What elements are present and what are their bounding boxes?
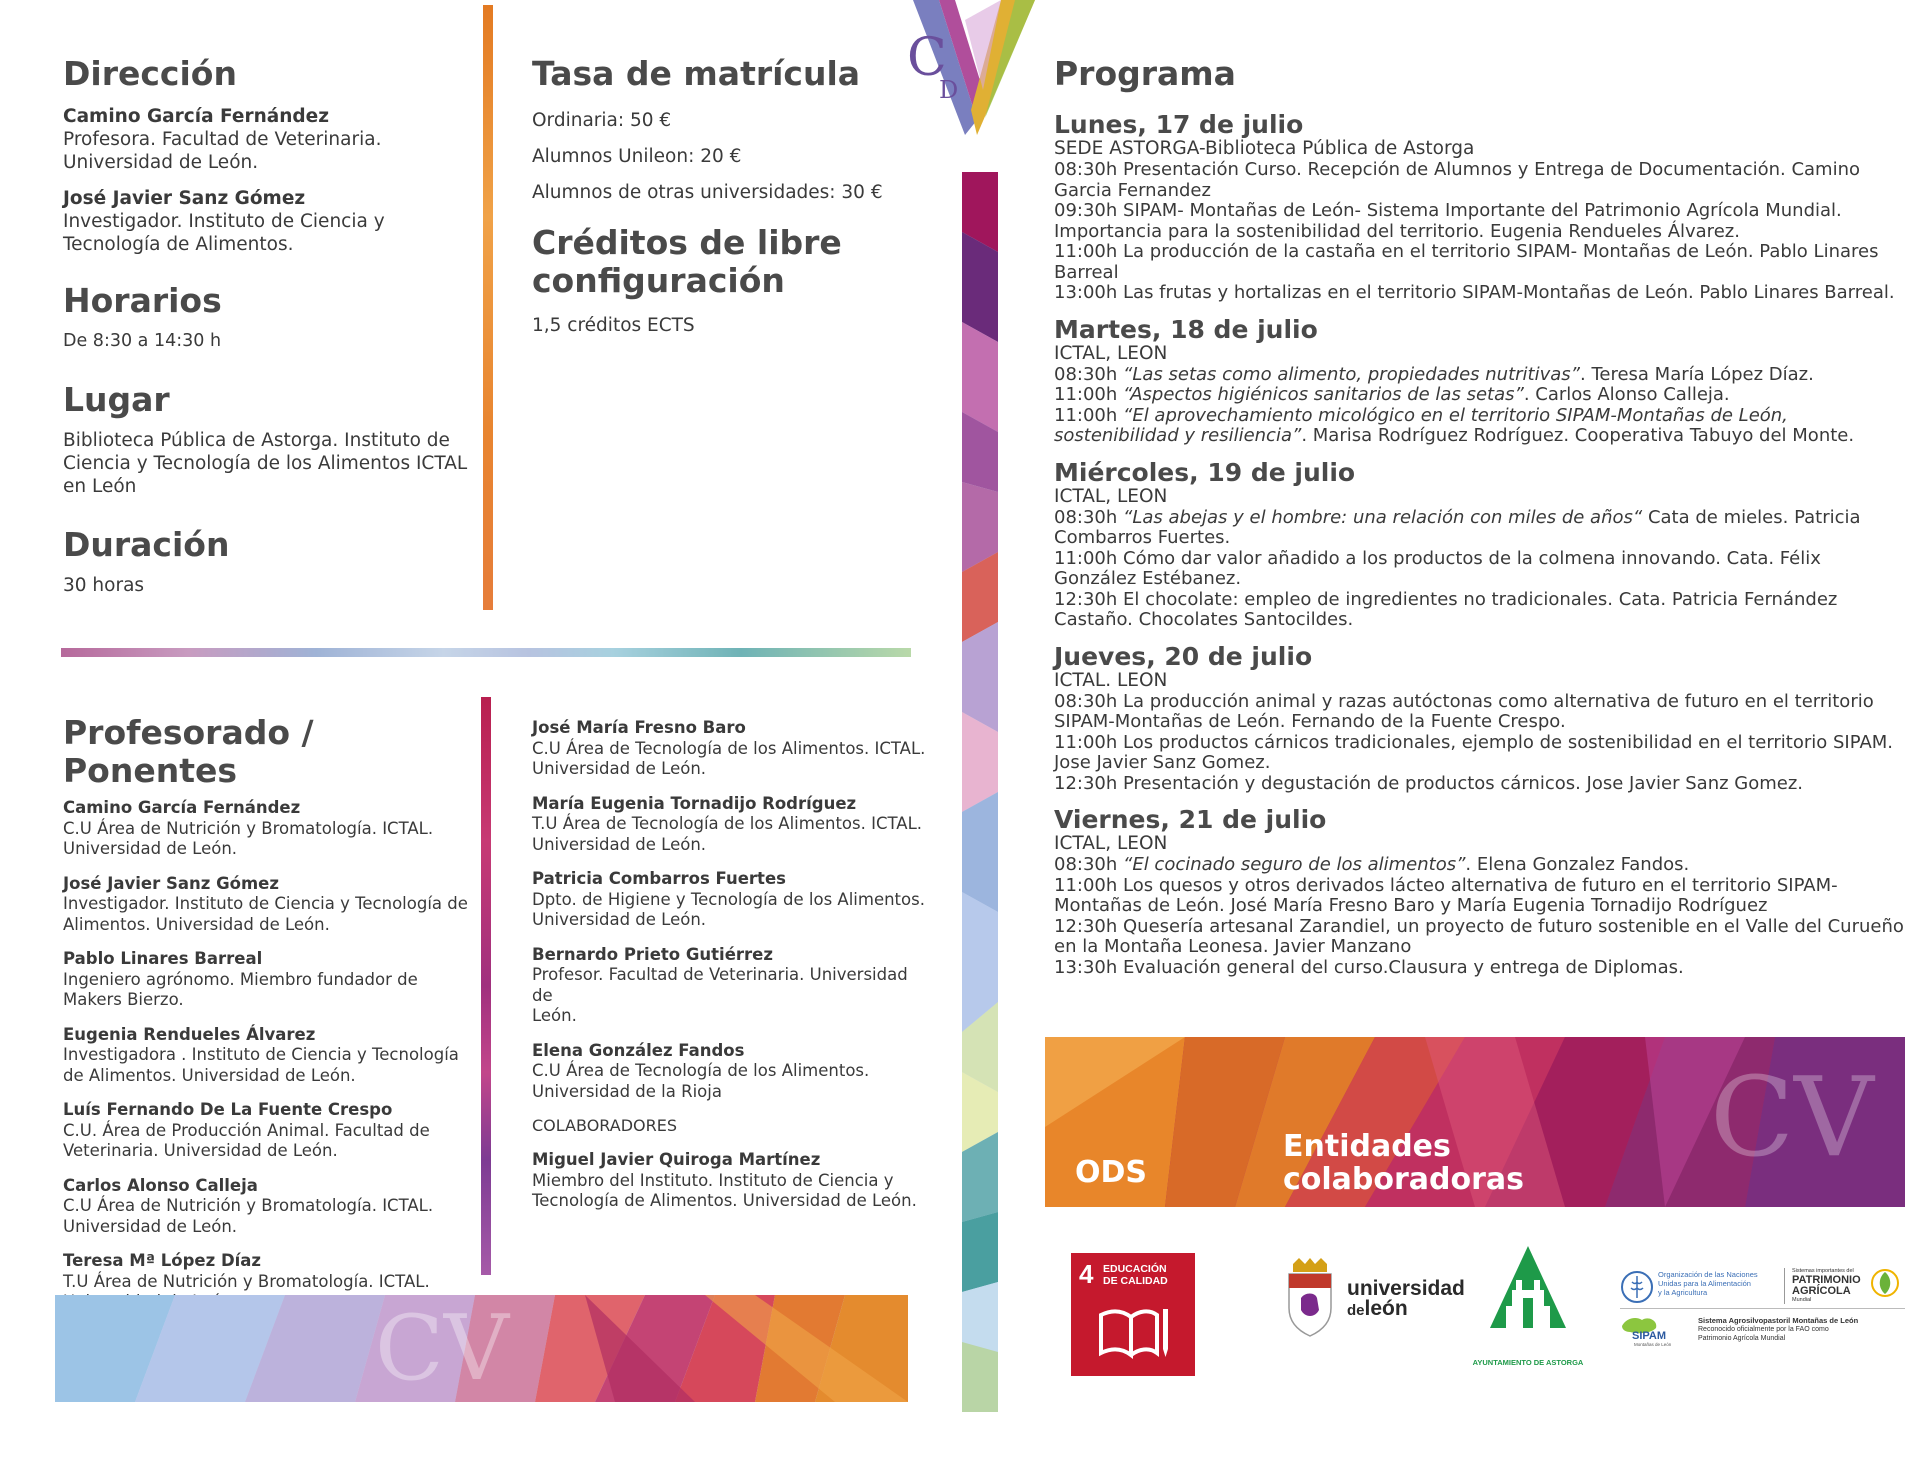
- entidades-line: colaboradoras: [1283, 1162, 1525, 1197]
- program-event: [1054, 201, 1904, 242]
- person-role: Veterinaria. Universidad de León.: [63, 1141, 338, 1160]
- program-event-title: “Las abejas y el hombre: una relación con miles de años“: [1123, 506, 1643, 528]
- program-event-time: 08:30h: [1054, 690, 1118, 712]
- program-event-text: Evaluación general del curso.Clausura y entrega de Diplomas.: [1123, 956, 1684, 978]
- monogram-c: C: [1710, 1053, 1795, 1181]
- person-name: Elena González Fandos: [532, 1040, 745, 1060]
- person-role: Investigador. Instituto de Ciencia y: [63, 211, 385, 232]
- tasa-item: Alumnos Unileon: 20 €: [532, 146, 742, 167]
- program-event-time: 13:00h: [1054, 282, 1118, 303]
- duracion-section: [63, 526, 463, 597]
- program-event: [1054, 242, 1904, 283]
- profesorado-col1: [63, 798, 483, 1313]
- fao-divider: [1784, 1268, 1785, 1304]
- lugar-text: [63, 429, 473, 498]
- coat-of-arms-icon: [1285, 1258, 1335, 1338]
- program-event-title: “El aprovechamiento micológico en el territorio SIPAM-Montañas de León, sostenibilidad y resiliencia”: [1054, 404, 1788, 446]
- sipam-label: SIPAM: [1632, 1330, 1667, 1342]
- fao-text: [1658, 1270, 1758, 1297]
- ule-leon: león: [1364, 1297, 1408, 1320]
- giahs-line1: PATRIMONIO: [1792, 1274, 1861, 1286]
- cdv-logo-c: C: [907, 28, 947, 88]
- person-name: Camino García Fernández: [63, 798, 301, 817]
- creditos-title: [532, 224, 932, 300]
- program-event-time: 11:00h: [1054, 547, 1118, 569]
- program-event-text: . Carlos Alonso Calleja.: [1523, 384, 1730, 405]
- cdv-logo-d: D: [939, 76, 959, 104]
- program-event-time: 12:30h: [1054, 915, 1118, 937]
- person-role: Investigadora . Instituto de Ciencia y Tecnología: [63, 1045, 459, 1064]
- giahs-leaf-icon: [1870, 1268, 1900, 1298]
- person-role: T.U Área de Nutrición y Bromatología. ICTAL.: [63, 1271, 430, 1291]
- giahs-line3: Mundial: [1792, 1297, 1812, 1303]
- creditos-text: 1,5 créditos ECTS: [532, 315, 695, 336]
- person-role: T.U Área de Tecnología de los Alimentos. ICTAL.: [532, 814, 923, 833]
- person-entry: [532, 1041, 932, 1103]
- person-role: Profesora. Facultad de Veterinaria.: [63, 129, 382, 150]
- person-name: José Javier Sanz Gómez: [63, 188, 306, 209]
- program-event: [1054, 958, 1904, 979]
- person-entry: [63, 187, 463, 256]
- program-event-time: 11:00h: [1054, 384, 1118, 405]
- program-event-text: . Teresa María López Díaz.: [1580, 363, 1814, 385]
- program-event-time: 12:30h: [1054, 588, 1118, 610]
- program-event: [1054, 590, 1904, 631]
- person-name: Eugenia Rendueles Álvarez: [63, 1024, 316, 1044]
- person-name: Carlos Alonso Calleja: [63, 1175, 258, 1195]
- program-event-time: 08:30h: [1054, 506, 1118, 528]
- program-event-text: SIPAM- Montañas de León- Sistema Importante del Patrimonio Agrícola Mundial. Importancia para la sostenibilidad del territorio. Eugenia Rendueles Álvarez.: [1054, 200, 1842, 242]
- divider-bar-orange: [483, 5, 493, 610]
- program-day-venue: SEDE ASTORGA-Biblioteca Pública de Astorga: [1054, 138, 1475, 159]
- program-event-time: 12:30h: [1054, 772, 1118, 794]
- direccion-title: Dirección: [63, 54, 237, 93]
- program-event-title: “Las setas como alimento, propiedades nutritivas”: [1123, 363, 1580, 385]
- fao-sipam-divider: [1620, 1308, 1905, 1309]
- lugar-title: Lugar: [63, 380, 170, 419]
- fao-emblem-icon: [1620, 1270, 1654, 1304]
- tasa-item: Alumnos de otras universidades: 30 €: [532, 182, 883, 203]
- sipam-text: [1698, 1316, 1858, 1343]
- fao-line: Organización de las Naciones: [1658, 1270, 1758, 1279]
- giahs-text: [1792, 1268, 1861, 1304]
- program-event: [1054, 855, 1904, 876]
- program-event-text: Cómo dar valor añadido a los productos de la colmena innovando. Cata. Félix González Estébanez.: [1054, 547, 1821, 589]
- program-day-title: Lunes, 17 de julio: [1054, 110, 1304, 139]
- ods-label: ODS: [1075, 1155, 1148, 1190]
- program-event-title: “El cocinado seguro de los alimentos”: [1123, 854, 1466, 875]
- sdg4-logo: [1071, 1253, 1195, 1376]
- ule-name-line1: universidad: [1347, 1277, 1465, 1300]
- person-role: Dpto. de Higiene y Tecnología de los Alimentos.: [532, 889, 925, 909]
- person-role: Universidad de León.: [532, 910, 707, 929]
- person-name: Bernardo Prieto Gutiérrez: [532, 944, 773, 964]
- colaboradores-label: COLABORADORES: [532, 1116, 677, 1135]
- person-role: C.U. Área de Producción Animal. Facultad de: [63, 1120, 430, 1140]
- program-day-title: Martes, 18 de julio: [1054, 314, 1318, 344]
- program-event: [1054, 385, 1904, 406]
- program-event-time: 08:30h: [1054, 363, 1118, 385]
- astorga-emblem-icon: [1490, 1246, 1566, 1334]
- program-event-time: 11:00h: [1054, 874, 1118, 896]
- profesorado-section: [63, 714, 483, 1327]
- program-event-text: Los productos cárnicos tradicionales, ejemplo de sostenibilidad en el territorio SIPAM. Jose Javier Sanz Gomez.: [1054, 731, 1894, 773]
- person-role: C.U Área de Tecnología de los Alimentos. ICTAL.: [532, 738, 926, 758]
- program-event-text: El chocolate: empleo de ingredientes no tradicionales. Cata. Patricia Fernández Castaño. Chocolates Santocildes.: [1054, 588, 1838, 630]
- person-role: Miembro del Instituto. Instituto de Ciencia y: [532, 1170, 894, 1190]
- fao-sipam-logo: [1620, 1268, 1905, 1366]
- program-event-time: 11:00h: [1054, 241, 1118, 262]
- lugar-line: Ciencia y Tecnología de los Alimentos ICTAL: [63, 453, 468, 474]
- program-day-title: Viernes, 21 de julio: [1054, 805, 1327, 834]
- giahs-line2: AGRÍCOLA: [1792, 1285, 1851, 1297]
- program-event-text: Cata de mieles. Patricia Combarros Fuertes.: [1054, 506, 1861, 548]
- person-entry: [532, 945, 932, 1027]
- sipam-sub: Montañas de León: [1634, 1342, 1672, 1347]
- person-entry: [532, 1150, 932, 1212]
- lugar-section: [63, 381, 473, 498]
- program-event: [1054, 774, 1904, 795]
- program-event-time: 09:30h: [1054, 200, 1118, 221]
- program-day: [1054, 459, 1904, 631]
- program-event-time: 13:30h: [1054, 956, 1118, 978]
- person-entry: [63, 1176, 483, 1238]
- person-entry: [63, 798, 483, 860]
- profesorado-title: Profesorado / Ponentes: [63, 713, 314, 790]
- divider-bar-magenta: [481, 697, 491, 1275]
- program-event-text: Las frutas y hortalizas en el territorio SIPAM-Montañas de León. Pablo Linares Barreal.: [1123, 282, 1895, 303]
- program-day-venue: ICTAL. LEON: [1054, 669, 1168, 691]
- person-name: José Javier Sanz Gómez: [63, 873, 279, 893]
- program-event: [1054, 160, 1904, 201]
- program-day: [1054, 111, 1904, 304]
- sdg4-number: 4: [1079, 1259, 1094, 1289]
- person-entry: [532, 794, 932, 856]
- person-role: Universidad de León.: [63, 1216, 238, 1236]
- programa-title: Programa: [1054, 54, 1236, 93]
- person-role: C.U Área de Nutrición y Bromatología. ICTAL.: [63, 1196, 434, 1215]
- fao-line: y la Agricultura: [1658, 1288, 1708, 1297]
- program-event-time: 08:30h: [1054, 159, 1118, 180]
- colaboradores-list: [532, 1150, 932, 1212]
- program-event-time: 11:00h: [1054, 731, 1118, 753]
- program-day-venue: ICTAL, LEON: [1054, 833, 1168, 854]
- direccion-section: [63, 55, 463, 269]
- tasa-item: Ordinaria: 50 €: [532, 110, 672, 131]
- stripe-polygons: [962, 172, 998, 1412]
- vertical-color-stripe: [962, 172, 998, 1412]
- person-entry: [532, 869, 932, 931]
- banner-monogram: [1710, 1042, 1874, 1192]
- program-event-text: Presentación y degustación de productos cárnicos. Jose Javier Sanz Gomez.: [1123, 772, 1804, 794]
- sdg4-line: DE CALIDAD: [1103, 1275, 1168, 1287]
- sipam-line: Patrimonio Agrícola Mundial: [1698, 1335, 1786, 1342]
- program-event-time: 08:30h: [1054, 854, 1118, 875]
- duracion-title: Duración: [63, 525, 230, 564]
- creditos-title-line: configuración: [532, 261, 785, 300]
- astorga-logo: [1468, 1246, 1588, 1371]
- book-icon: [1097, 1301, 1171, 1361]
- program-event-text: . Marisa Rodríguez Rodríguez. Cooperativa Tabuyo del Monte.: [1301, 425, 1855, 446]
- programa-days: [1054, 111, 1904, 978]
- sipam-title: Sistema Agrosilvopastoril Montañas de León: [1698, 1316, 1859, 1325]
- program-day: [1054, 643, 1904, 795]
- fao-line: Unidas para la Alimentación: [1658, 1279, 1751, 1288]
- giahs-small: Sistemas importantes del: [1792, 1268, 1854, 1274]
- person-role: Ingeniero agrónomo. Miembro fundador de: [63, 969, 418, 989]
- person-role: Profesor. Facultad de Veterinaria. Universidad de: [532, 965, 908, 1005]
- person-role: Universidad de León.: [532, 759, 707, 778]
- person-entry: [63, 105, 463, 174]
- program-event: [1054, 876, 1904, 917]
- creditos-title-line: Créditos de libre: [532, 223, 842, 262]
- program-event: [1054, 692, 1904, 733]
- monogram-v: V: [443, 1296, 509, 1401]
- tasa-list: [532, 103, 932, 211]
- person-name: José María Fresno Baro: [532, 718, 746, 737]
- person-role: Universidad de la Rioja: [532, 1081, 722, 1101]
- program-day: [1054, 316, 1904, 447]
- horarios-title: Horarios: [63, 281, 222, 320]
- person-role: Universidad de León.: [63, 839, 238, 858]
- sdg4-text: [1103, 1263, 1168, 1287]
- program-event: [1054, 733, 1904, 774]
- monogram-c: C: [375, 1296, 444, 1401]
- program-event-time: 11:00h: [1054, 404, 1118, 426]
- direccion-people: [63, 105, 463, 256]
- person-role: Universidad de León.: [63, 152, 259, 173]
- program-event: [1054, 508, 1904, 549]
- lugar-line: Biblioteca Pública de Astorga. Instituto de: [63, 430, 450, 451]
- person-name: Pablo Linares Barreal: [63, 949, 263, 968]
- person-role: León.: [532, 1006, 577, 1025]
- program-event: [1054, 549, 1904, 590]
- program-day-venue: ICTAL, LEON: [1054, 485, 1168, 507]
- person-name: Camino García Fernández: [63, 106, 329, 127]
- monogram-watermark: [375, 1295, 509, 1402]
- sipam-line: Reconocido oficialmente por la FAO como: [1698, 1326, 1829, 1333]
- person-entry: [63, 1100, 483, 1162]
- person-entry: [63, 1025, 483, 1087]
- program-event: [1054, 365, 1904, 386]
- person-name: María Eugenia Tornadijo Rodríguez: [532, 793, 857, 813]
- person-name: Miguel Javier Quiroga Martínez: [532, 1150, 821, 1169]
- program-event-title: “Aspectos higiénicos sanitarios de las setas”: [1123, 384, 1524, 405]
- section-separator: [61, 648, 911, 657]
- sdg4-line: EDUCACIÓN: [1103, 1263, 1167, 1275]
- person-role: Makers Bierzo.: [63, 990, 184, 1009]
- creditos-section: [532, 224, 932, 337]
- monogram-v: V: [1794, 1053, 1874, 1181]
- duracion-text: 30 horas: [63, 575, 145, 596]
- entidades-banner: [1045, 1037, 1905, 1207]
- program-day: [1054, 806, 1904, 978]
- program-day-venue: ICTAL, LEON: [1054, 342, 1168, 364]
- program-event-text: La producción de la castaña en el territorio SIPAM- Montañas de León. Pablo Linares Barreal: [1054, 241, 1879, 283]
- person-role: de Alimentos. Universidad de León.: [63, 1065, 356, 1085]
- program-event: [1054, 406, 1904, 447]
- program-event: [1054, 283, 1904, 304]
- program-event-text: Quesería artesanal Zarandiel, un proyecto de futuro sostenible en el Valle del Curueño en la Montaña Leonesa. Javier Manzano: [1054, 915, 1904, 957]
- programa-section: [1054, 55, 1904, 990]
- person-name: Luís Fernando De La Fuente Crespo: [63, 1100, 393, 1119]
- person-entry: [63, 949, 483, 1011]
- person-role: C.U Área de Tecnología de los Alimentos.: [532, 1061, 870, 1080]
- horarios-section: [63, 282, 463, 353]
- person-entry: [532, 718, 932, 780]
- person-role: Tecnología de Alimentos. Universidad de León.: [532, 1191, 917, 1210]
- person-role: C.U Área de Nutrición y Bromatología. ICTAL.: [63, 818, 434, 838]
- profesorado-col2-section: [532, 718, 932, 1226]
- cdv-logo: [905, 0, 1045, 140]
- person-role: Investigador. Instituto de Ciencia y Tecnología de: [63, 894, 468, 913]
- profesorado-col2: [532, 718, 932, 1102]
- program-event-text: Los quesos y otros derivados lácteo alternativa de futuro en el territorio SIPAM-Montañas de León. José María Fresno Baro y María Eugenia Tornadijo Rodríguez: [1054, 874, 1838, 916]
- tasa-title: Tasa de matrícula: [532, 54, 861, 93]
- person-entry: [63, 874, 483, 936]
- program-event-text: La producción animal y razas autóctonas como alternativa de futuro en el territorio SIPAM-Montañas de León. Fernando de la Fuente Crespo.: [1054, 690, 1874, 732]
- program-event: [1054, 917, 1904, 958]
- entidades-line: Entidades: [1283, 1129, 1451, 1164]
- lugar-line: en León: [63, 476, 137, 497]
- entidades-label: [1283, 1130, 1524, 1196]
- person-name: Patricia Combarros Fuertes: [532, 869, 786, 888]
- person-role: Alimentos. Universidad de León.: [63, 914, 330, 934]
- ule-logo: [1285, 1258, 1465, 1338]
- tasa-section: [532, 55, 932, 211]
- ule-name-line2: [1347, 1298, 1408, 1321]
- ule-de: de: [1347, 1302, 1365, 1319]
- decorative-band-bottom: [55, 1295, 908, 1402]
- person-name: Teresa Mª López Díaz: [63, 1251, 262, 1270]
- horarios-text: De 8:30 a 14:30 h: [63, 331, 222, 351]
- person-role: Tecnología de Alimentos.: [63, 234, 294, 255]
- program-event-text: Presentación Curso. Recepción de Alumnos y Entrega de Documentación. Camino Garcia Fernandez: [1054, 159, 1861, 201]
- program-day-title: Miércoles, 19 de julio: [1054, 457, 1356, 487]
- program-day-title: Jueves, 20 de julio: [1054, 641, 1313, 671]
- person-role: Universidad de León.: [532, 834, 707, 854]
- astorga-caption: AYUNTAMIENTO DE ASTORGA: [1472, 1358, 1584, 1367]
- program-event-text: . Elena Gonzalez Fandos.: [1465, 854, 1690, 875]
